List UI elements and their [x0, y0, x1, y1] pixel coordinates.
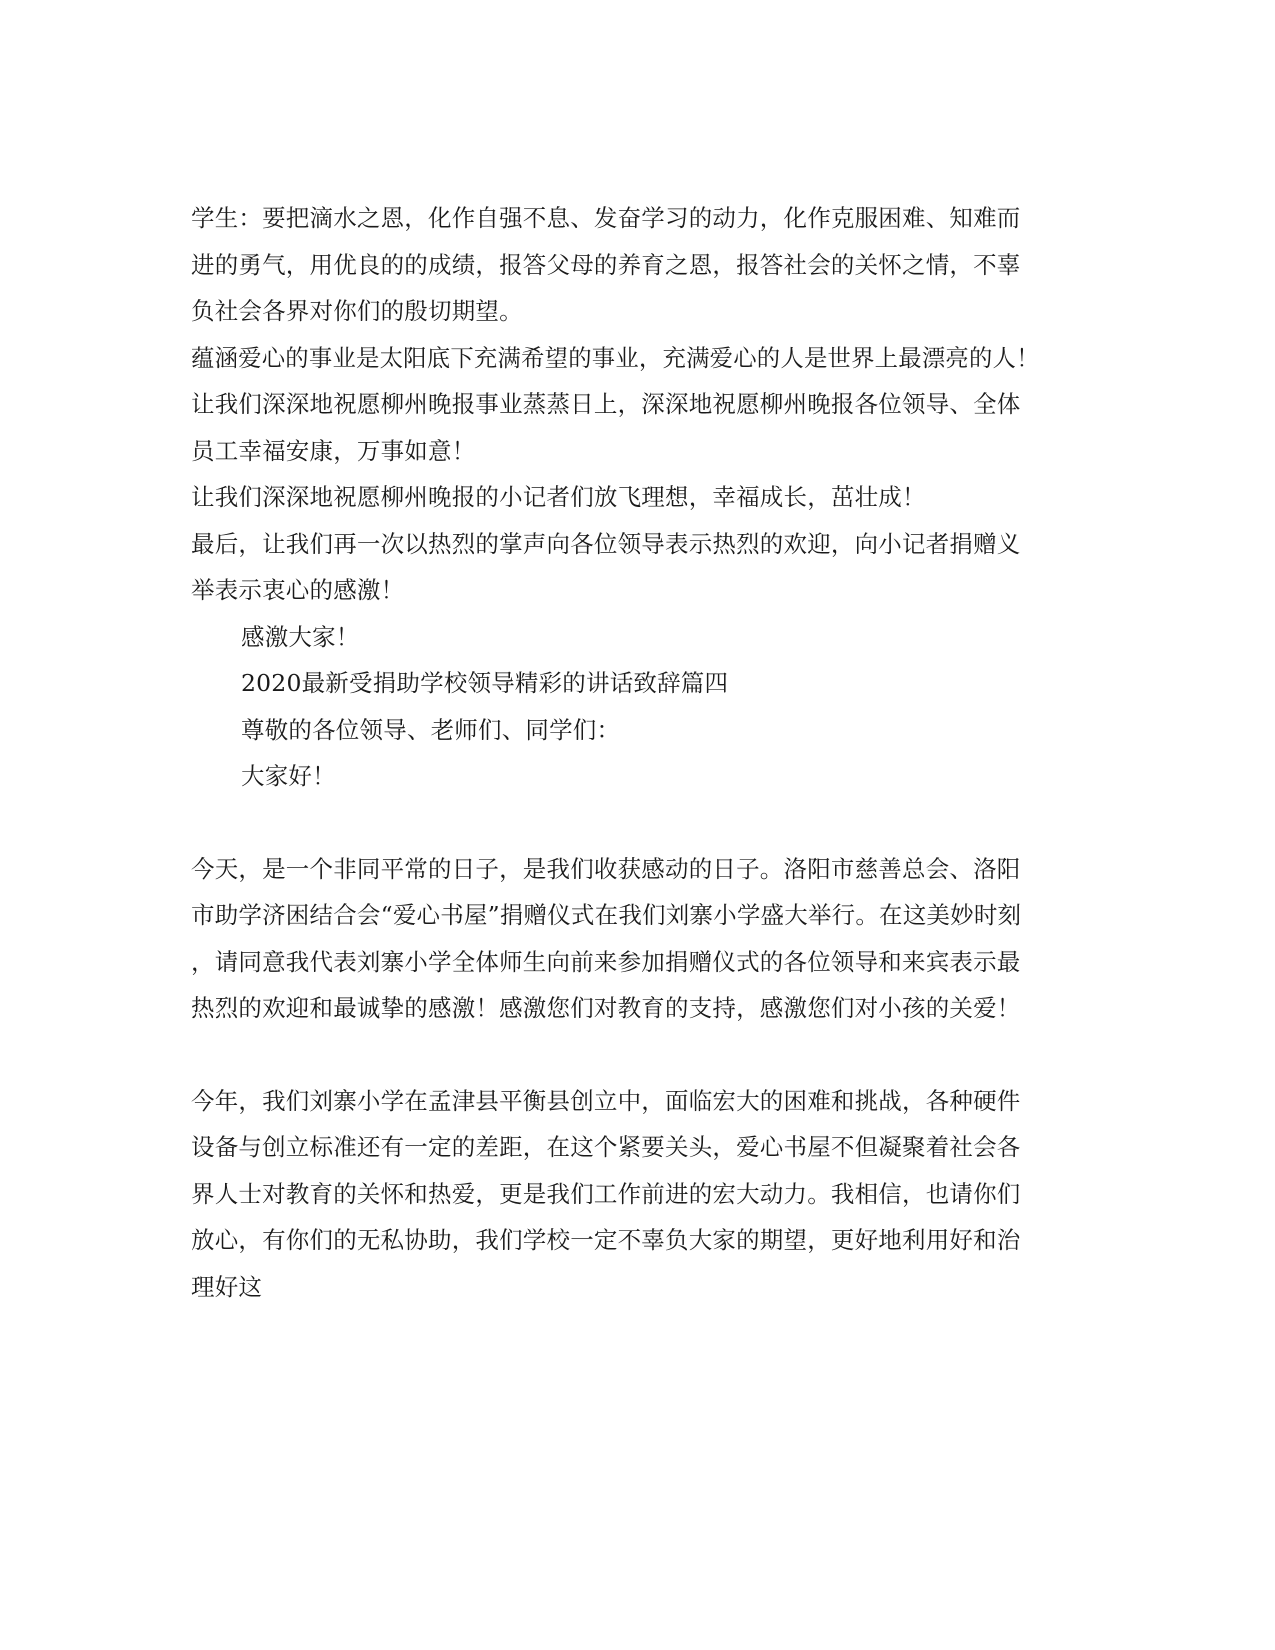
greeting: 大家好！: [241, 762, 336, 790]
paragraph-line: ，请同意我代表刘寨小学全体师生向前来参加捐赠仪式的各位领导和来宾表示最: [191, 948, 1021, 976]
section-heading: 2020最新受捐助学校领导精彩的讲话致辞篇四: [241, 669, 729, 697]
paragraph-line: 负社会各界对你们的殷切期望。: [191, 297, 523, 325]
paragraph-line: 举表示衷心的感激！: [191, 576, 405, 604]
paragraph-line: 放心，有你们的无私协助，我们学校一定不辜负大家的期望，更好地利用好和治: [191, 1226, 1021, 1254]
paragraph-line: 进的勇气，用优良的的成绩，报答父母的养育之恩，报答社会的关怀之情，不辜: [191, 251, 1021, 279]
paragraph-line: 员工幸福安康，万事如意！: [191, 437, 476, 465]
paragraph-line: 学生：要把滴水之恩，化作自强不息、发奋学习的动力，化作克服困难、知难而: [191, 204, 1021, 232]
paragraph-line: 界人士对教育的关怀和热爱，更是我们工作前进的宏大动力。我相信，也请你们: [191, 1180, 1021, 1208]
paragraph-line: 让我们深深地祝愿柳州晚报事业蒸蒸日上，深深地祝愿柳州晚报各位领导、全体: [191, 390, 1021, 418]
paragraph-line: 市助学济困结合会“爱心书屋”捐赠仪式在我们刘寨小学盛大举行。在这美妙时刻: [191, 901, 1022, 929]
paragraph-line: 最后，让我们再一次以热烈的掌声向各位领导表示热烈的欢迎，向小记者捐赠义: [191, 530, 1021, 558]
paragraph-line: 今天，是一个非同平常的日子，是我们收获感动的日子。洛阳市慈善总会、洛阳: [191, 855, 1021, 883]
paragraph-line: 理好这: [191, 1273, 263, 1301]
paragraph-line: 设备与创立标准还有一定的差距，在这个紧要关头，爱心书屋不但凝聚着社会各: [191, 1133, 1021, 1161]
paragraph-line: 让我们深深地祝愿柳州晚报的小记者们放飞理想，幸福成长，茁壮成！: [191, 483, 926, 511]
paragraph-line: 感激大家！: [241, 623, 360, 651]
paragraph-line: 热烈的欢迎和最诚挚的感激！感激您们对教育的支持，感激您们对小孩的关爱！: [191, 994, 1021, 1022]
salutation: 尊敬的各位领导、老师们、同学们：: [241, 716, 621, 744]
paragraph-line: 蕴涵爱心的事业是太阳底下充满希望的事业，充满爱心的人是世界上最漂亮的人！: [191, 344, 1040, 372]
paragraph-line: 今年，我们刘寨小学在孟津县平衡县创立中，面临宏大的困难和挑战，各种硬件: [191, 1087, 1021, 1115]
